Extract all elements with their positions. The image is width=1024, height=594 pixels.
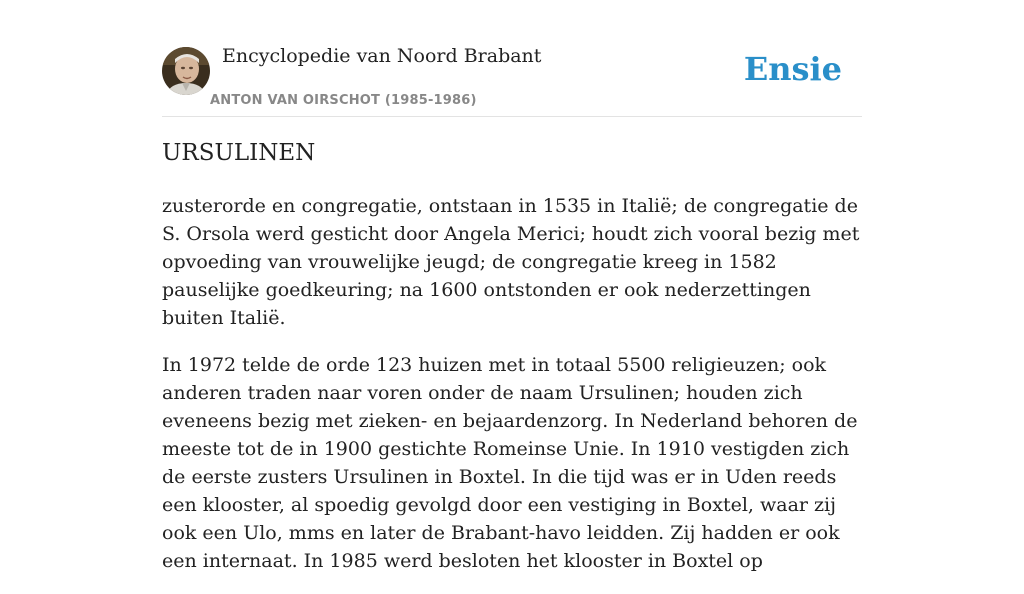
source-title[interactable]: Encyclopedie van Noord Brabant	[222, 45, 542, 67]
article-paragraph: zusterorde en congregatie, ontstaan in 1535 in Italië; de congregatie de S. Orsola werd gesticht door Angela Merici; houdt zich vooral bezig met opvoeding van vrouwelijke jeugd; de congregatie kreeg in 1582 pauselijke goedkeuring; na 1600 ontstonden er ook nederzettingen buiten Italië.	[162, 195, 860, 329]
author-name[interactable]: ANTON VAN OIRSCHOT (1985-1986)	[210, 93, 477, 108]
site-logo[interactable]: Ensie	[743, 50, 842, 88]
article-paragraph: In 1972 telde de orde 123 huizen met in totaal 5500 religieuzen; ook anderen traden naar voren onder de naam Ursulinen; houden zich eveneens bezig met zieken- en bejaardenzorg. In Nederland behoren de meeste tot de in 1900 gestichte Romeinse Unie. In 1910 vestigden zich de eerste zusters Ursulinen in Boxtel. In die tijd was er in Uden reeds een klooster, al spoedig gevolgd door een vestiging in Boxtel, waar zij ook een Ulo, mms en later de Brabant-havo leidden. Zij hadden er ook een internaat. In 1985 werd besloten het klooster in Boxtel op	[162, 354, 858, 572]
avatar[interactable]	[162, 47, 210, 95]
article-body	[162, 192, 862, 594]
header	[162, 0, 862, 117]
author-portrait-icon	[162, 47, 210, 95]
article-title: URSULINEN	[162, 140, 316, 166]
